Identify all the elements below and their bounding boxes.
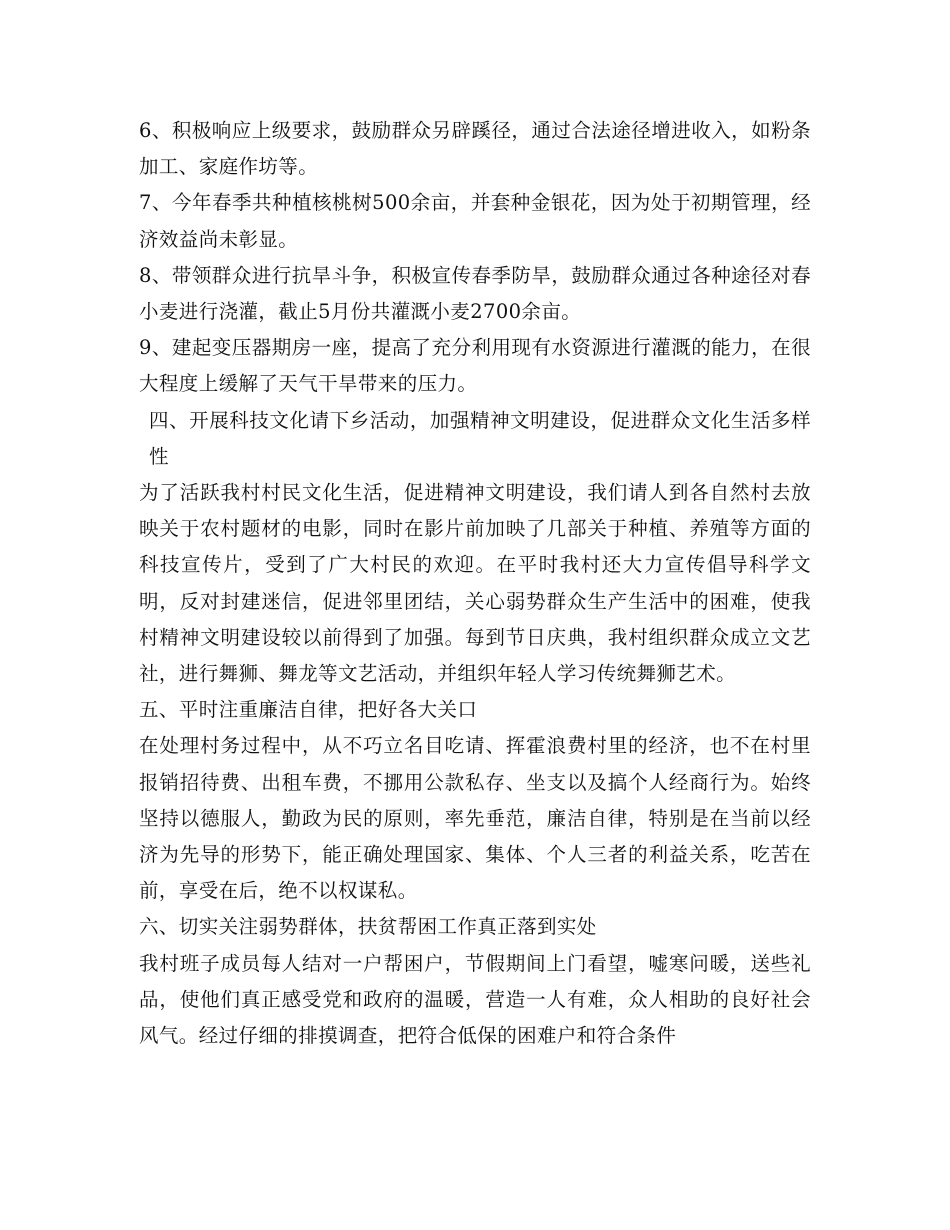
list-item-6: 6、积极响应上级要求，鼓励群众另辟蹊径，通过合法途径增进收入，如粉条加工、家庭作坊等。 [139,119,811,179]
section-body-4: 为了活跃我村村民文化生活，促进精神文明建设，我们请人到各自然村去放映关于农村题材的电影，同时在影片前加映了几部关于种植、养殖等方面的科技宣传片，受到了广大村民的欢迎。在平时我村还大力宣传倡导科学文明，反对封建迷信，促进邻里团结，关心弱势群众生产生活中的困难，使我村精神文明建设较以前得到了加强。每到节日庆典，我村组织群众成立文艺社，进行舞狮、舞龙等文艺活动，并组织年轻人学习传统舞狮艺术。 [139,481,811,686]
section-heading-4: 四、开展科技文化请下乡活动，加强精神文明建设，促进群众文化生活多样性 [149,408,811,468]
list-item-8: 8、带领群众进行抗旱斗争，积极宣传春季防旱，鼓励群众通过各种途径对春小麦进行浇灌，截止5月份共灌溉小麦2700余亩。 [139,263,811,324]
section-heading-6: 六、切实关注弱势群体，扶贫帮困工作真正落到实处 [139,915,597,939]
list-item-9: 9、建起变压器期房一座，提高了充分利用现有水资源进行灌溉的能力，在很大程度上缓解了天气干旱带来的压力。 [139,336,811,396]
list-item-7: 7、今年春季共种植核桃树500余亩，并套种金银花，因为处于初期管理，经济效益尚未彰显。 [139,191,811,251]
section-body-5: 在处理村务过程中，从不巧立名目吃请、挥霍浪费村里的经济，也不在村里报销招待费、出租车费，不挪用公款私存、坐支以及搞个人经商行为。始终坚持以德服人，勤政为民的原则，率先垂范，廉洁自律，特别是在当前以经济为先导的形势下，能正确处理国家、集体、个人三者的利益关系，吃苦在前，享受在后，绝不以权谋私。 [139,734,811,903]
document-page [139,113,811,1054]
section-heading-5: 五、平时注重廉洁自律，把好各大关口 [139,698,478,722]
section-body-6: 我村班子成员每人结对一户帮困户，节假期间上门看望，嘘寒问暖，送些礼品，使他们真正感受党和政府的温暖，营造一人有难，众人相助的良好社会风气。经过仔细的排摸调查，把符合低保的困难户和符合条件 [139,951,811,1048]
